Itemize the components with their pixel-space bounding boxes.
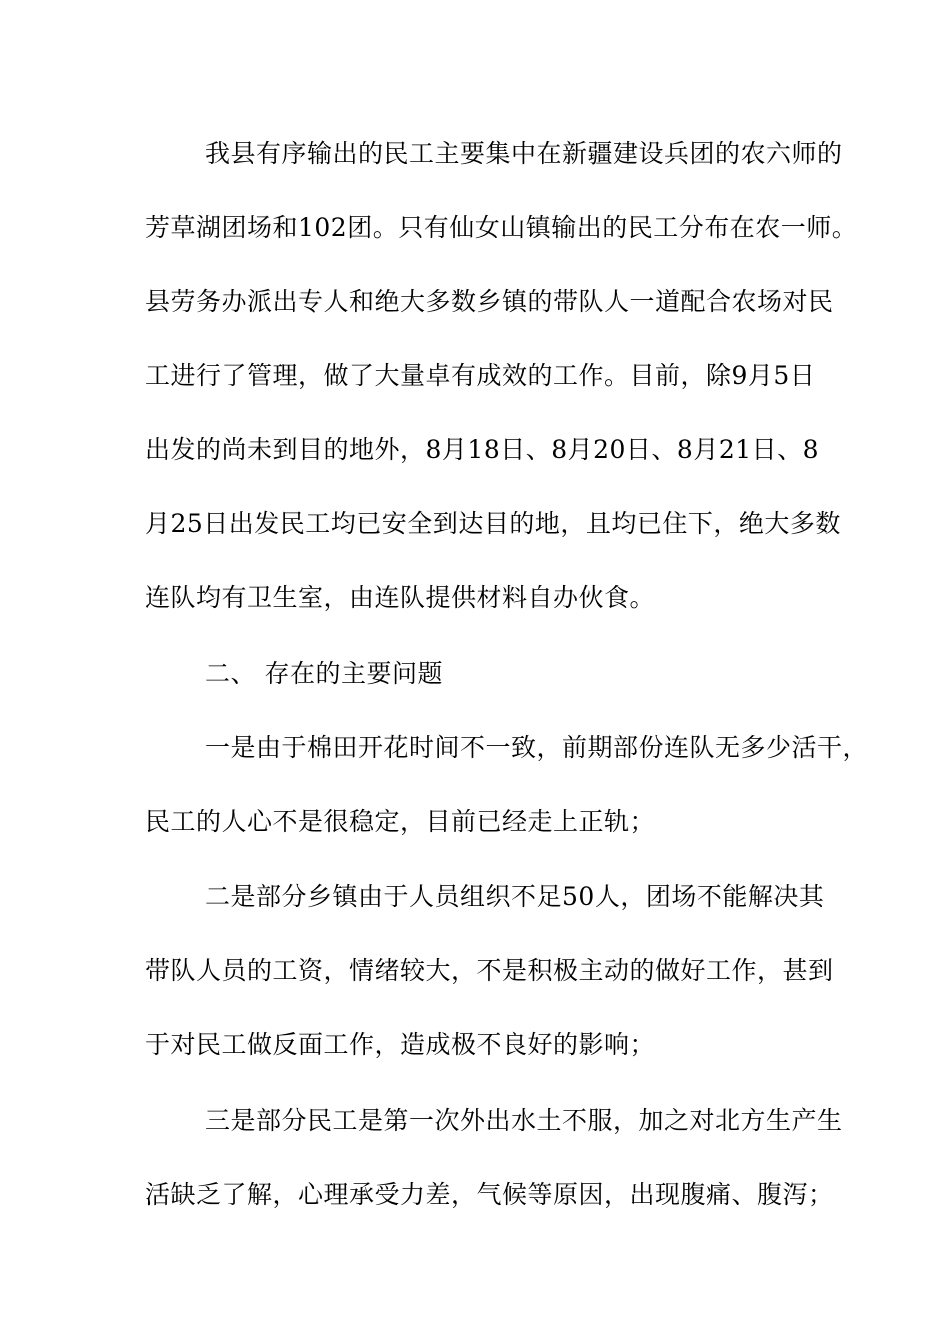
paragraph-line: 工进行了管理，做了大量卓有成效的工作。目前，除9月5日 [145, 361, 816, 390]
paragraph-line: 芳草湖团场和102团。只有仙女山镇输出的民工分布在农一师。 [145, 213, 858, 242]
paragraph-line: 出发的尚未到目的地外，8月18日、8月20日、8月21日、8 [145, 435, 820, 464]
paragraph-line: 三是部分民工是第一次外出水土不服，加之对北方生产生 [205, 1106, 843, 1135]
paragraph-line: 于对民工做反面工作，造成极不良好的影响； [145, 1030, 656, 1059]
paragraph-line: 我县有序输出的民工主要集中在新疆建设兵团的农六师的 [205, 139, 843, 168]
paragraph-line: 带队人员的工资，情绪较大，不是积极主动的做好工作，甚到 [145, 956, 834, 985]
paragraph-line: 活缺乏了解，心理承受力差，气候等原因，出现腹痛、腹泻； [145, 1180, 834, 1209]
paragraph-line: 民工的人心不是很稳定，目前已经走上正轨； [145, 807, 656, 836]
paragraph-line: 二是部分乡镇由于人员组织不足50人，团场不能解决其 [205, 882, 825, 911]
paragraph-line: 连队均有卫生室，由连队提供材料自办伙食。 [145, 583, 656, 612]
section-heading: 二、 存在的主要问题 [205, 659, 443, 688]
paragraph-line: 一是由于棉田开花时间不一致，前期部份连队无多少活干， [205, 733, 869, 762]
paragraph-line: 月25日出发民工均已安全到达目的地，且均已住下，绝大多数 [145, 509, 841, 538]
paragraph-line: 县劳务办派出专人和绝大多数乡镇的带队人一道配合农场对民 [145, 287, 834, 316]
